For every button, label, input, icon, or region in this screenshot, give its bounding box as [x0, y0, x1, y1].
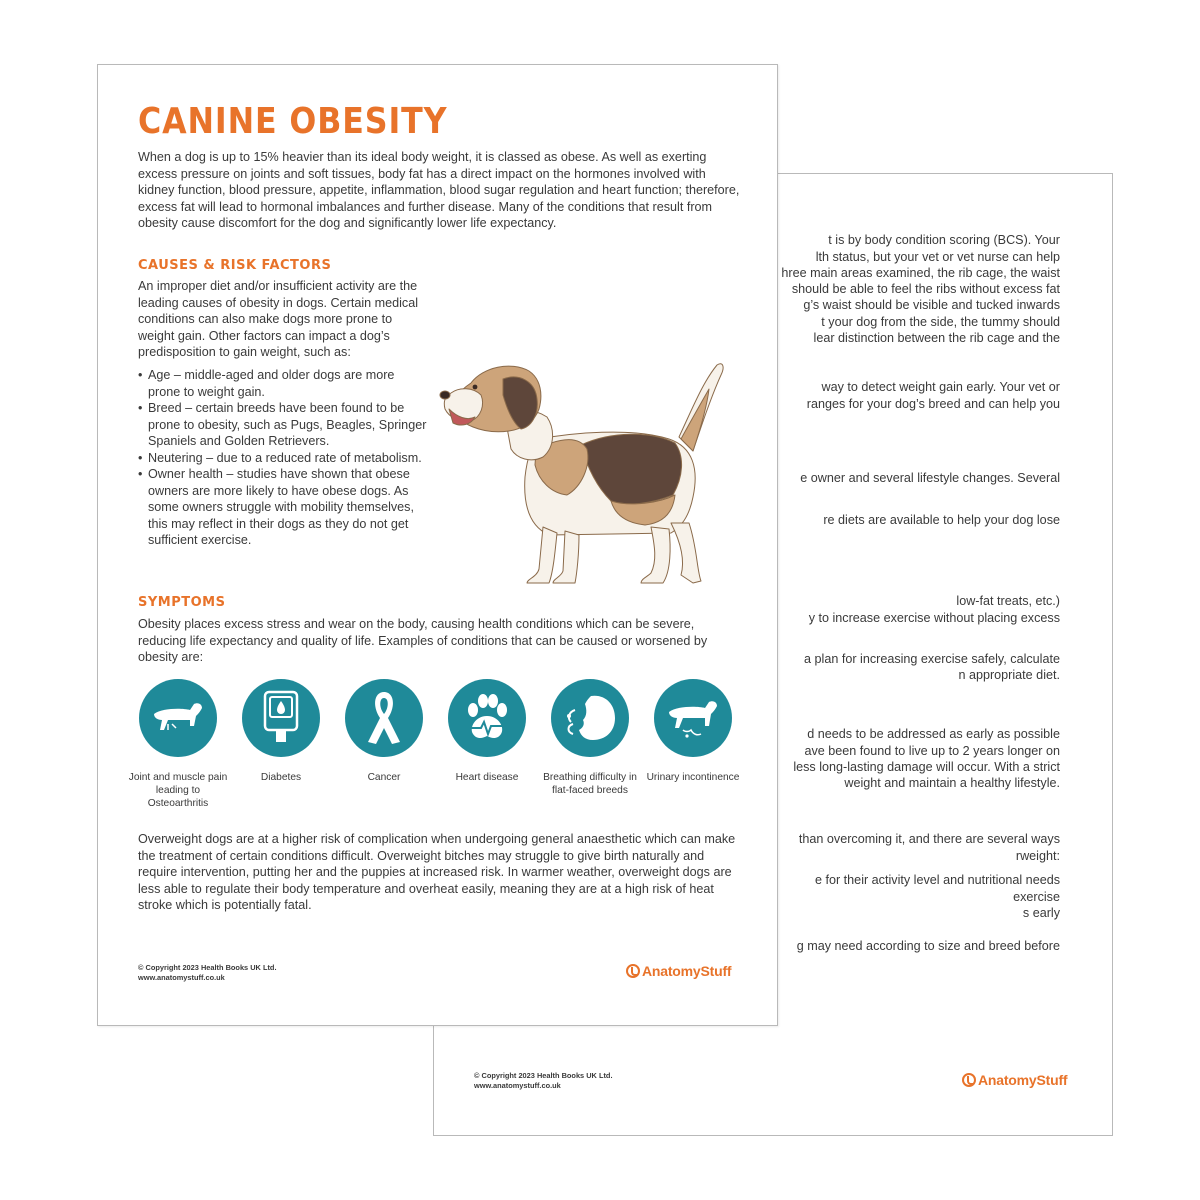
condition-diabetes [229, 679, 333, 784]
symptoms-heading: SYMPTOMS [138, 595, 226, 610]
back-text-line: re diets are available to help your dog lose [823, 513, 1060, 527]
causes-heading: CAUSES & RISK FACTORS [138, 258, 332, 273]
condition-label: Cancer [367, 772, 401, 783]
back-text-line: ranges for your dog’s breed and can help you [806, 397, 1060, 411]
front-copyright [138, 963, 277, 983]
closing-paragraph: Overweight dogs are at a higher risk of complication when undergoing general anaesthetic which can make the treatment of certain conditions difficult. Overweight bitches may struggle to give birth naturally and require intervention, putting her and the puppies at increased risk. In warmer weather, overweight dogs are less able to regulate their body temperature and overheat easily, meaning they are at a high risk of heat stroke which is potentially fatal. [138, 832, 736, 912]
back-text-line: t is by body condition scoring (BCS). Your [828, 233, 1060, 247]
anatomystuff-logo [962, 1072, 1067, 1088]
back-text-line: than overcoming it, and there are several ways [798, 832, 1060, 846]
back-text-line: should be able to feel the ribs without excess fat [791, 282, 1060, 296]
intro-paragraph: When a dog is up to 15% heavier than its ideal body weight, it is classed as obese. As well as exerting excess pressure on joints and soft tissues, body fat has a direct impact on the hormones involved with kidney function, blood pressure, appetite, inflammation, blood sugar regulation and heart function; therefore, excess fat will lead to hormonal imbalances and further disease. Many of the conditions that result from obesity cause discomfort for the dog and significantly lower life expectancy. [138, 150, 740, 230]
logo-text: AnatomyStuff [978, 1072, 1068, 1088]
copyright-text: © Copyright 2023 Health Books UK Ltd. [138, 963, 277, 972]
back-text-line: hree main areas examined, the rib cage, the waist [781, 266, 1060, 280]
condition-label: Diabetes [260, 772, 302, 783]
back-text-line: lear distinction between the rib cage and the [813, 331, 1060, 345]
condition-label: Heart disease [455, 772, 519, 783]
list-item: • Breed – certain breeds have been found to be prone to obesity, such as Pugs, Beagles, Springer Spaniels and Golden Retrievers. [138, 400, 428, 450]
conditions-icon-row [128, 679, 744, 819]
dog-urinary-icon [654, 679, 732, 757]
logo-mark-icon [962, 1073, 976, 1087]
front-page [97, 64, 778, 1026]
condition-label: Joint and muscle pain leading to Osteoarthritis [128, 772, 228, 809]
back-copyright [474, 1071, 613, 1091]
back-text-line: less long-lasting damage will occur. With a strict [793, 760, 1060, 774]
list-item: • Age – middle-aged and older dogs are more prone to weight gain. [138, 367, 428, 400]
paw-heartbeat-icon [448, 679, 526, 757]
causes-paragraph: An improper diet and/or insufficient activity are the leading causes of obesity in dogs. Certain medical conditions can also make dogs more prone to weight gain. Other factors can impact a dog’s predisposition to gain weight, such as: [138, 279, 419, 359]
back-text-line: g’s waist should be visible and tucked inwards [803, 298, 1060, 312]
back-text-line: way to detect weight gain early. Your vet or [821, 380, 1060, 394]
condition-cancer [332, 679, 436, 784]
back-text-line: s early [1022, 906, 1060, 920]
condition-breathing [538, 679, 642, 797]
back-text-line: t your dog from the side, the tummy should [821, 315, 1060, 329]
back-text-line: d needs to be addressed as early as possible [807, 727, 1060, 741]
back-text-line: weight and maintain a healthy lifestyle. [844, 776, 1060, 790]
page-title: CANINE OBESITY [138, 101, 448, 142]
list-item: • Owner health – studies have shown that obese owners are more likely to have obese dogs. As some owners struggle with mobility themselves, this may reflect in their dogs as they do not get sufficient exercise. [138, 466, 428, 549]
list-item: • Neutering – due to a reduced rate of metabolism. [138, 450, 428, 467]
risk-factor-list [138, 367, 428, 549]
condition-heart [435, 679, 539, 784]
dog-joint-icon [139, 679, 217, 757]
back-text-line: y to increase exercise without placing excess [808, 611, 1060, 625]
condition-label: Urinary incontinence [646, 772, 740, 783]
beagle-illustration [431, 347, 743, 587]
logo-text: AnatomyStuff [642, 963, 732, 979]
website-text: www.anatomystuff.co.uk [474, 1081, 561, 1090]
back-text-line: a plan for increasing exercise safely, calculate [804, 652, 1060, 666]
back-text-line: rweight: [1015, 849, 1060, 863]
website-text: www.anatomystuff.co.uk [138, 973, 225, 982]
back-text-line: e for their activity level and nutritional needs [814, 873, 1060, 887]
glucose-meter-icon [242, 679, 320, 757]
symptoms-paragraph: Obesity places excess stress and wear on the body, causing health conditions which can be severe, reducing life expectancy and quality of life. Examples of conditions that can be caused or worsened by obesity are: [138, 617, 708, 664]
back-text-line: e owner and several lifestyle changes. Several [800, 471, 1060, 485]
condition-label: Breathing difficulty in flat-faced breeds [543, 772, 637, 796]
logo-mark-icon [626, 964, 640, 978]
anatomystuff-logo [626, 963, 731, 979]
back-text-line: ave been found to live up to 2 years longer on [804, 744, 1060, 758]
back-text-line: g may need according to size and breed before [796, 939, 1060, 953]
back-text-line: lth status, but your vet or vet nurse can help [815, 250, 1060, 264]
back-text-line: n appropriate diet. [958, 668, 1060, 682]
copyright-text: © Copyright 2023 Health Books UK Ltd. [474, 1071, 613, 1080]
flat-faced-dog-icon [551, 679, 629, 757]
back-text-line: low-fat treats, etc.) [956, 594, 1060, 608]
cancer-ribbon-icon [345, 679, 423, 757]
condition-joint [126, 679, 230, 810]
condition-urinary [641, 679, 745, 784]
back-text-line: exercise [1013, 890, 1060, 904]
